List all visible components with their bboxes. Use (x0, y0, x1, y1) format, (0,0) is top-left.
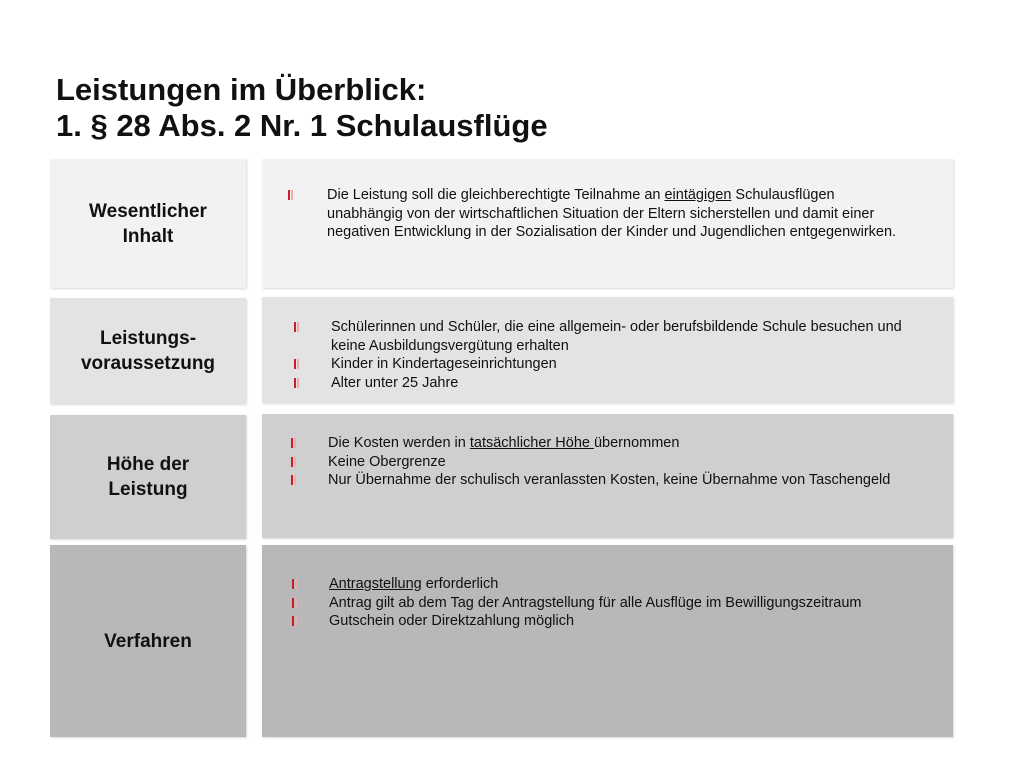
list-item: Gutschein oder Direktzahlung möglich (329, 612, 913, 631)
page-title (56, 72, 548, 144)
list-item: Nur Übernahme der schulisch veranlassten Kosten, keine Übernahme von Taschengeld (328, 471, 913, 490)
underlined-text: tatsächlicher Höhe (469, 435, 594, 451)
bullet-marker-icon (289, 598, 299, 608)
underlined-text: eintägigen (664, 187, 732, 203)
list-item: Antrag gilt ab dem Tag der Antragstellung für alle Ausflüge im Bewilligungszeitraum (329, 594, 913, 613)
bullet-marker-icon (285, 190, 295, 200)
row-label: Wesentlicher Inhalt (89, 200, 207, 247)
title-line-1: Leistungen im Überblick: (56, 72, 427, 107)
bullet-marker-icon (288, 438, 298, 448)
bullet-marker-icon (288, 475, 298, 485)
underlined-text: Antragstellung (329, 576, 422, 592)
label-hoehe-der-leistung (50, 415, 246, 539)
bullet-marker-icon (291, 359, 301, 369)
list-item: Kinder in Kindertageseinrichtungen (331, 355, 913, 374)
bullet-marker-icon (289, 579, 299, 589)
bullet-list (327, 186, 913, 242)
label-wesentlicher-inhalt (50, 159, 246, 288)
list-item: Schülerinnen und Schüler, die eine allgemein- oder berufsbildende Schule besuchen und keine Ausbildungsvergütung erhalten (331, 318, 913, 355)
bullet-marker-icon (288, 457, 298, 467)
row-label: Leistungs- voraussetzung (80, 328, 216, 374)
bullet-marker-icon (291, 322, 301, 332)
list-item: Antragstellung erforderlich (329, 575, 913, 594)
bullet-list (331, 318, 913, 392)
label-verfahren (50, 545, 246, 737)
content-leistungsvoraussetzung (262, 297, 953, 403)
content-verfahren (262, 545, 953, 737)
list-item: Keine Obergrenze (328, 453, 913, 472)
content-hoehe-der-leistung (262, 414, 953, 538)
bullet-list (328, 434, 913, 490)
row-label: Höhe der Leistung (106, 454, 190, 500)
list-item: Die Leistung soll die gleichberechtigte Teilnahme an eintägigen Schulausflügen unabhängig von der wirtschaftlichen Situation der Eltern sicherstellen und damit einer negativen Entwicklung in der Sozialisation der Kinder und Jugendlichen entgegenwirken. (327, 186, 913, 242)
content-wesentlicher-inhalt (262, 159, 953, 288)
bullet-list (329, 575, 913, 631)
title-line-2: 1. § 28 Abs. 2 Nr. 1 Schulausflüge (56, 108, 548, 143)
bullet-marker-icon (289, 616, 299, 626)
row-label: Verfahren (104, 630, 192, 652)
list-item: Alter unter 25 Jahre (331, 374, 913, 393)
bullet-marker-icon (291, 378, 301, 388)
label-leistungsvoraussetzung (50, 298, 246, 404)
list-item: Die Kosten werden in tatsächlicher Höhe übernommen (328, 434, 913, 453)
